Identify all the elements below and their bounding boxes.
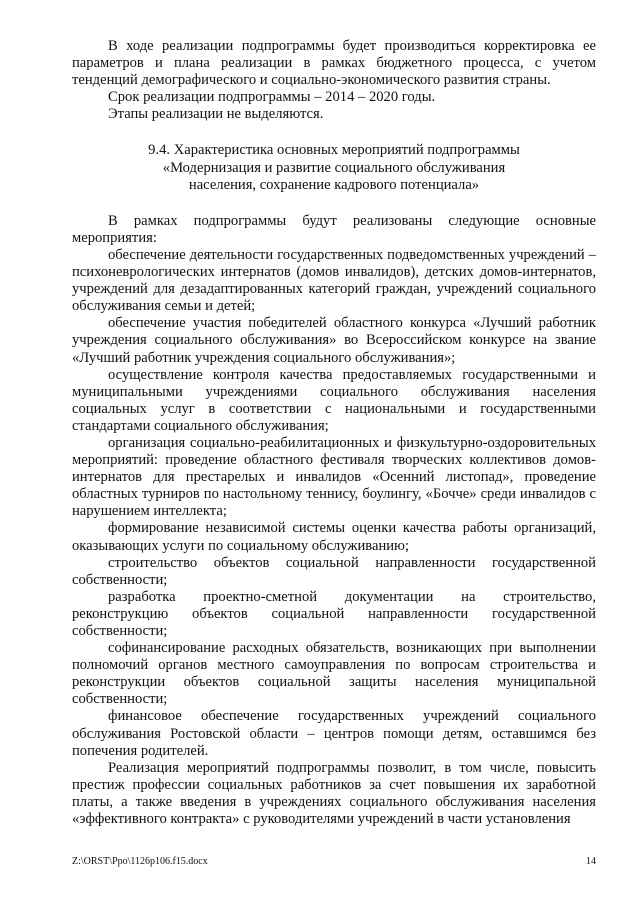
paragraph-measure-cofinancing: софинансирование расходных обязательств, возникающих при выполнении полномочий органов местного самоуправления по вопросам строительства и реконструкции объектов социальной защиты населения муниципальной собственности; bbox=[72, 640, 596, 708]
paragraph-measure-quality-control: осуществление контроля качества предоставляемых государственными и муниципальными учреждениями социального обслуживания населения социальных услуг в соответствии с национальными и государственными стандартами социального обслуживания; bbox=[72, 366, 596, 434]
paragraph-measure-construction: строительство объектов социальной направленности государственной собственности; bbox=[72, 554, 596, 588]
section-heading bbox=[72, 142, 596, 193]
paragraph-measure-financial-support: финансовое обеспечение государственных учреждений социального обслуживания Ростовской области – центров помощи детям, оставшимся без попечения родителей. bbox=[72, 708, 596, 759]
paragraph-implementation-stages: Этапы реализации не выделяются. bbox=[108, 106, 324, 123]
paragraph-budget-adjustment: В ходе реализации подпрограммы будет производиться корректировка ее параметров и плана реализации в рамках бюджетного процесса, с учетом тенденций демографического и социально-экономического развития страны. bbox=[72, 38, 596, 89]
footer-page-number: 14 bbox=[586, 856, 596, 867]
section-heading-line-3: населения, сохранение кадрового потенциала» bbox=[188, 176, 480, 193]
paragraph-implementation-period: Срок реализации подпрограммы – 2014 – 2020 годы. bbox=[108, 89, 436, 106]
footer-file-path: Z:\ORST\Ppo\1126p106.f15.docx bbox=[72, 856, 208, 867]
paragraph-intro-measures: В рамках подпрограммы будут реализованы следующие основные мероприятия: bbox=[72, 212, 596, 246]
section-heading-line-2: «Модернизация и развитие социального обслуживания bbox=[162, 159, 506, 176]
page-footer bbox=[72, 856, 596, 868]
paragraph-measure-institutions: обеспечение деятельности государственных подведомственных учреждений – психоневрологических интернатов (домов инвалидов), детских домов-интернатов, учреждений для дезадаптированных категорий граждан, учреждений социального обслуживания семьи и детей; bbox=[72, 246, 596, 315]
paragraph-measure-rehabilitation: организация социально-реабилитационных и физкультурно-оздоровительных мероприятий: проведение областного фестиваля творческих коллективов домов-интернатов для престарелых и инвалидов «Осенний листопад», проведение областных турниров по настольному теннису, боулингу, «Бочче» среди инвалидов с нарушением интеллекта; bbox=[72, 434, 596, 520]
section-heading-line-1: 9.4. Характеристика основных мероприятий подпрограммы bbox=[148, 142, 520, 159]
paragraph-measure-design-docs: разработка проектно-сметной документации на строительство, реконструкцию объектов социальной направленности государственной собственности; bbox=[72, 588, 596, 639]
paragraph-measure-independent-assessment: формирование независимой системы оценки качества работы организаций, оказывающих услуги по социальному обслуживанию; bbox=[72, 520, 596, 554]
document-body bbox=[72, 38, 596, 828]
paragraph-results: Реализация мероприятий подпрограммы позволит, в том числе, повысить престиж профессии социальных работников за счет повышения их заработной платы, а также введения в учреждениях социального обслуживания населения «эффективного контракта» с руководителями учреждений в части установления bbox=[72, 759, 596, 828]
paragraph-measure-contest: обеспечение участия победителей областного конкурса «Лучший работник учреждения социального обслуживания» во Всероссийском конкурсе на звание «Лучший работник учреждения социального обслуживания»; bbox=[72, 315, 596, 366]
